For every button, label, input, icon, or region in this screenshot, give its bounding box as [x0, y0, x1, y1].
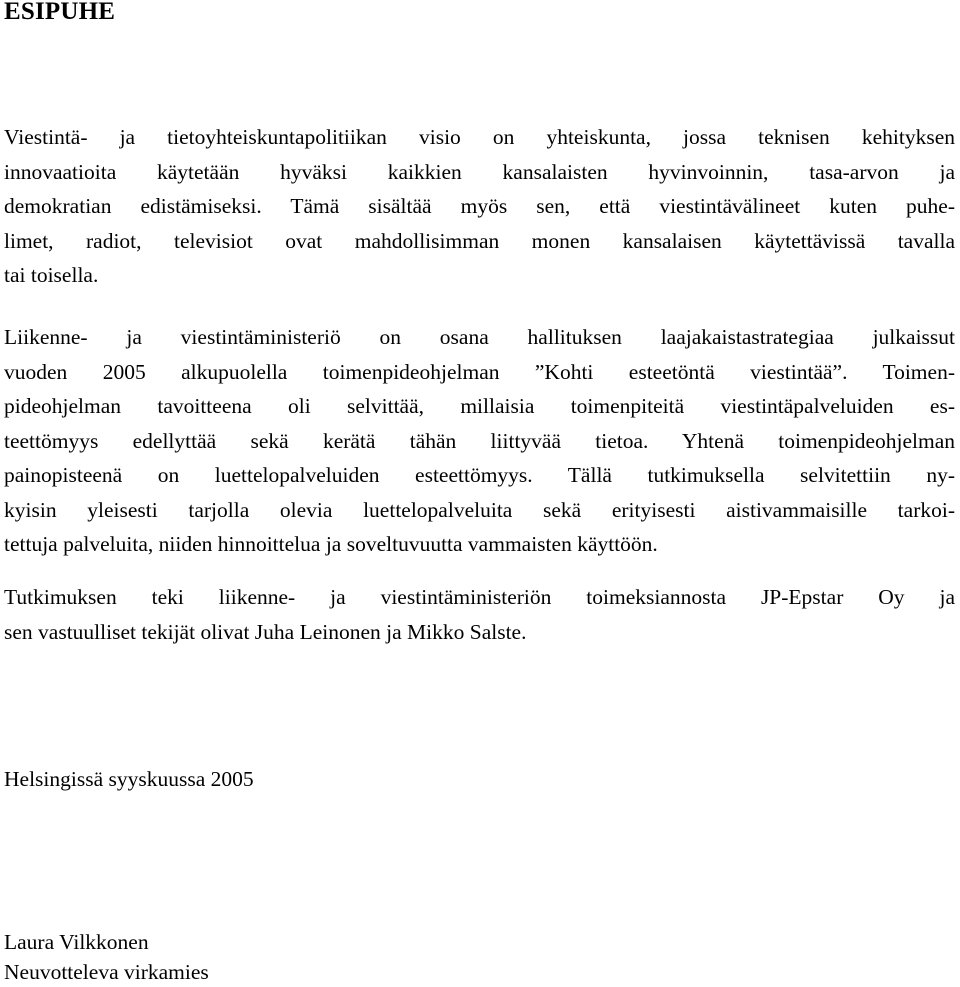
- paragraph-vision: [4, 120, 955, 293]
- paragraph-authors: [4, 580, 955, 649]
- paragraph-line: Viestintä- ja tietoyhteiskuntapolitiikan visio on yhteiskunta, jossa teknisen kehityksen: [4, 125, 955, 149]
- page-title: ESIPUHE: [4, 0, 116, 25]
- paragraph-line: Liikenne- ja viestintäministeriö on osana hallituksen laajakaistastrategiaa julkaissut: [4, 325, 955, 349]
- paragraph-line: tai toisella.: [4, 263, 99, 287]
- paragraph-line: kyisin yleisesti tarjolla olevia luettelopalveluita sekä erityisesti aistivammaisille tarkoi-: [4, 497, 955, 522]
- paragraph-line: innovaatioita käytetään hyväksi kaikkien kansalaisten hyvinvoinnin, tasa-arvon ja: [4, 159, 955, 184]
- paragraph-line: limet, radiot, televisiot ovat mahdollisimman monen kansalaisen käytettävissä tavalla: [4, 228, 955, 253]
- paragraph-line: teettömyys edellyttää sekä kerätä tähän liittyvää tietoa. Yhtenä toimenpideohjelman: [4, 428, 955, 453]
- paragraph-line: tettuja palveluita, niiden hinnoittelua ja soveltuvuutta vammaisten käyttöön.: [4, 532, 658, 556]
- paragraph-ministry-program: [4, 320, 955, 562]
- paragraph-line: pideohjelman tavoitteena oli selvittää, millaisia toimenpiteitä viestintäpalveluiden es-: [4, 394, 955, 418]
- paragraph-line: Tutkimuksen teki liikenne- ja viestintäministeriön toimeksiannosta JP-Epstar Oy ja: [4, 585, 955, 609]
- signer-name: Laura Vilkkonen: [4, 930, 149, 954]
- paragraph-line: vuoden 2005 alkupuolella toimenpideohjelman ”Kohti esteetöntä viestintää”. Toimen-: [4, 359, 955, 384]
- paragraph-line: demokratian edistämiseksi. Tämä sisältää myös sen, että viestintävälineet kuten puhe-: [4, 194, 955, 218]
- place-and-date: Helsingissä syyskuussa 2005: [4, 767, 254, 791]
- paragraph-line: painopisteenä on luettelopalveluiden esteettömyys. Tällä tutkimuksella selvitettiin ny-: [4, 463, 955, 487]
- paragraph-line: sen vastuulliset tekijät olivat Juha Leinonen ja Mikko Salste.: [4, 619, 527, 644]
- signer-title: Neuvotteleva virkamies: [4, 960, 209, 984]
